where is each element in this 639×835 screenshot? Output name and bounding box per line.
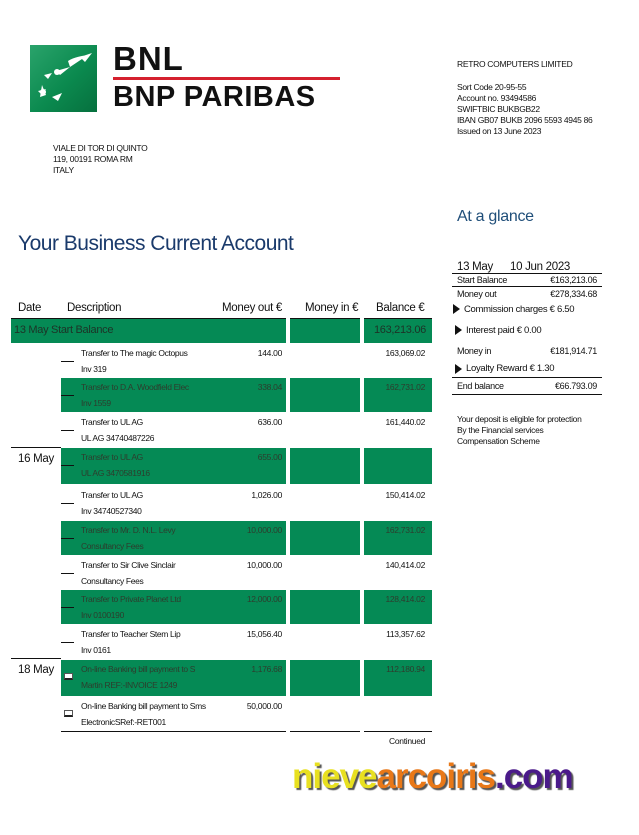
dash-icon [61,465,74,466]
interest-text: Interest paid € 0.00 [466,324,542,336]
bank-logo-icon [30,45,97,112]
watermark-part3: .com [494,757,573,796]
dash-icon [61,642,74,643]
start-balance-row [11,319,286,343]
header-money-out: Money out € [222,302,282,314]
money-out-value: 338.04 [257,382,282,392]
transaction-description: Transfer to The magic Octopus [81,348,188,358]
watermark-part1: nieve [292,757,377,796]
start-balance-money-in [290,319,360,343]
continued-label: Continued [389,736,426,746]
table-bottom-line [364,731,432,732]
glance-money-out [452,287,602,300]
address-line1: VIALE DI TOR DI QUINTO [53,143,148,153]
iban: IBAN GB07 BUKB 2096 5593 4945 86 [457,115,593,125]
protection-line3: Compensation Scheme [457,436,540,446]
glance-summary [452,259,602,395]
dash-icon [61,538,74,539]
date-label-16-may: 16 May [18,453,54,465]
end-balance-label: End balance [457,381,504,391]
row-highlight [290,521,360,555]
transaction-reference: Consultancy Fees [81,576,144,586]
transaction-description: Transfer to UL AG [81,452,143,462]
money-out-value: 10,000.00 [246,525,282,535]
transaction-reference: ElectronicSRef:-RET001 [81,717,166,727]
transaction-description: Transfer to D.A. Woodfield Elec [81,382,189,392]
table-bottom-line [290,731,360,732]
end-balance-value: €66.793.09 [554,381,597,391]
money-out-value: 12,000.00 [246,594,282,604]
glance-interest[interactable] [452,318,602,342]
swift-code: SWIFTBIC BUKBGB22 [457,104,540,114]
money-out-value: 10,000.00 [246,560,282,570]
transaction-description: On-line Banking bill payment to S [81,664,196,674]
transaction-reference: Consultancy Fees [81,541,144,551]
protection-line2: By the Financial services [457,425,544,435]
start-balance-value: 163,213.06 [373,324,426,336]
transaction-reference: UL AG 3470581916 [81,468,150,478]
period-start: 13 May [457,261,493,273]
transaction-description: Transfer to UL AG [81,417,143,427]
money-out-value: €278,334.68 [550,288,597,299]
money-out-value: 144.00 [257,348,282,358]
row-highlight [290,448,360,484]
dash-icon [61,395,74,396]
transaction-description: On-line Banking bill payment to Sms [81,701,206,711]
balance-value: 128,414.02 [385,594,425,604]
page-title: Your Business Current Account [18,232,294,255]
money-in-value: €181,914.71 [550,346,597,356]
money-out-value: 636.00 [257,417,282,427]
glance-money-in [452,342,602,360]
row-highlight [364,448,432,484]
glance-title: At a glance [457,208,534,225]
protection-line1: Your deposit is eligible for protection [457,414,582,424]
dash-icon [61,430,74,431]
transaction-description: Transfer to UL AG [81,490,143,500]
transaction-reference: UL AG 34740487226 [81,433,155,443]
transaction-description: Transfer to Mr. D. N.L. Levy [81,525,176,535]
account-number: Account no. 93494586 [457,93,537,103]
expand-arrow-icon [453,304,460,314]
dash-icon [61,573,74,574]
date-divider [11,658,61,659]
issued-date: Issued on 13 June 2023 [457,126,542,136]
start-balance-label: 13 May Start Balance [14,324,114,336]
logo-red-divider [113,77,340,80]
date-divider [11,447,61,448]
company-name: RETRO COMPUTERS LIMITED [457,59,573,69]
glance-loyalty[interactable] [452,360,602,378]
transaction-reference: Inv 1559 [81,398,111,408]
transaction-description: Transfer to Sir Clive Sinclair [81,560,176,570]
transaction-reference: Martin REF:-INVOICE 1249 [81,680,177,690]
header-money-in: Money in € [305,302,359,314]
row-highlight [290,660,360,696]
expand-arrow-icon [455,364,462,374]
balance-value: 150,414.02 [385,490,425,500]
transaction-description: Transfer to Teacher Stem Lip [81,629,181,639]
start-balance-value-cell [364,319,432,343]
loyalty-text: Loyalty Reward € 1.30 [466,363,555,374]
period-end: 10 Jun 2023 [510,261,571,273]
card-payment-icon [64,673,73,680]
header-date: Date [18,302,42,314]
balance-value: 140,414.02 [385,560,425,570]
row-highlight [290,378,360,412]
transaction-reference: Inv 0100190 [81,610,124,620]
address-line3: ITALY [53,165,74,175]
dash-icon [61,607,74,608]
glance-start-balance [452,274,602,287]
dash-icon [61,361,74,362]
table-bottom-line [61,731,286,732]
glance-period [452,259,602,274]
start-balance-label: Start Balance [457,275,508,285]
balance-value: 112,180.94 [386,664,425,674]
money-out-value: 15,056.40 [246,629,282,639]
balance-value: 113,357.62 [386,629,425,639]
address-line2: 119, 00191 ROMA RM [53,154,133,164]
glance-end-balance [452,378,602,395]
dash-icon [61,503,74,504]
watermark-logo [292,757,573,797]
money-out-value: 50,000.00 [246,701,282,711]
watermark-part2: arcoiris [376,757,495,796]
header-balance: Balance € [376,302,425,314]
transaction-reference: Inv 319 [81,364,107,374]
balance-value: 161,440.02 [385,417,425,427]
balance-value: 163,069.02 [385,348,425,358]
header-description: Description [67,302,122,314]
transaction-reference: Inv 34740527340 [81,506,142,516]
row-highlight [290,590,360,624]
commission-text: Commission charges € 6.50 [464,303,575,315]
balance-value: 162,731.02 [385,525,425,535]
glance-commission[interactable] [452,300,602,318]
money-in-label: Money in [457,346,492,356]
bank-name-line1: BNL [113,40,184,77]
bank-name-line2: BNP PARIBAS [113,81,316,113]
transaction-reference: Inv 0161 [81,645,111,655]
sort-code: Sort Code 20-95-55 [457,82,527,92]
money-out-value: 1,026.00 [251,490,282,500]
money-out-label: Money out [457,288,497,299]
money-out-value: 1,176.68 [251,664,282,674]
deposit-protection-note [457,414,582,447]
card-payment-icon [64,710,73,717]
balance-value: 162,731.02 [385,382,425,392]
start-balance-value: €163,213.06 [550,275,597,285]
money-out-value: 655.00 [257,452,282,462]
transaction-description: Transfer to Private Planet Ltd [81,594,181,604]
expand-arrow-icon [455,325,462,335]
bank-address [53,143,147,176]
account-details [457,82,592,137]
date-label-18-may: 18 May [18,664,54,676]
